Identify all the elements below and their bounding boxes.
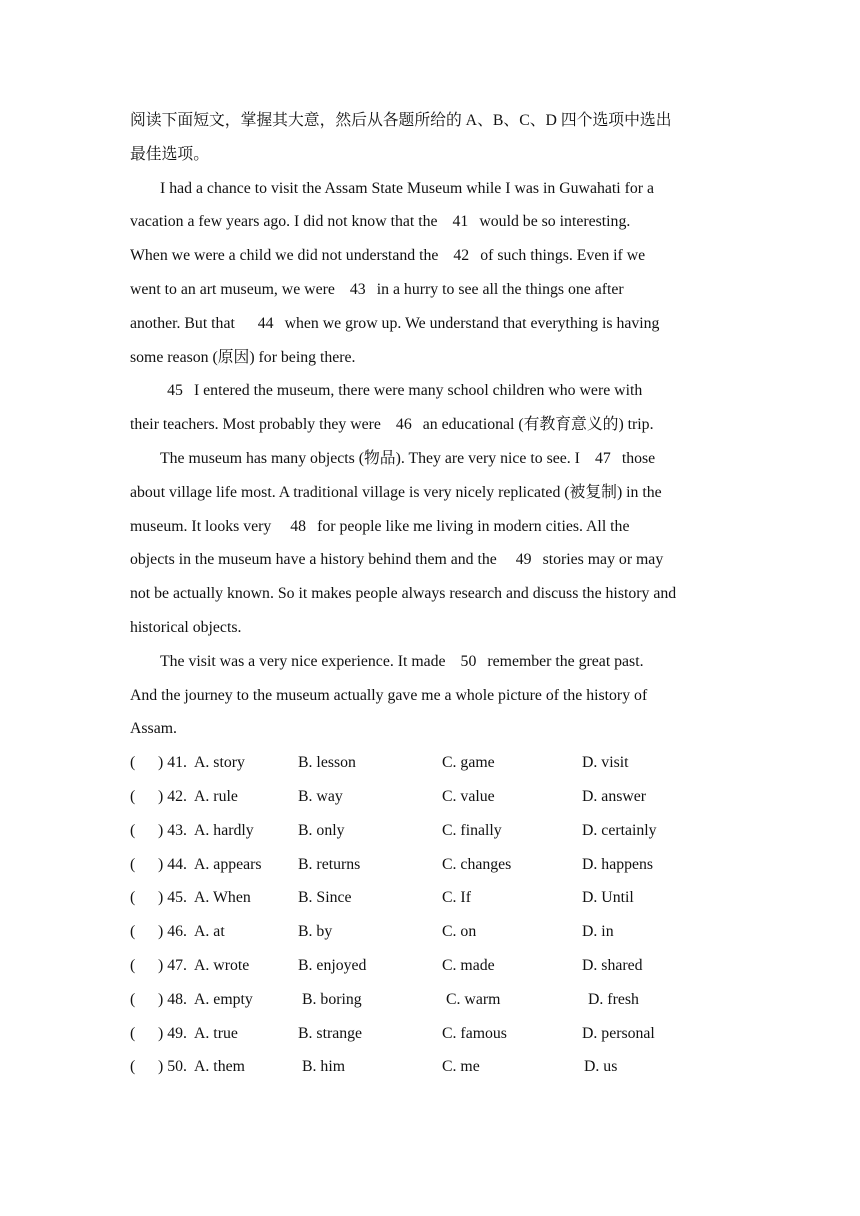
option-d: D. visit <box>582 754 629 772</box>
question-44 <box>130 848 735 882</box>
option-b: B. Since <box>298 889 352 907</box>
question-50 <box>130 1050 735 1084</box>
p4-line-1 <box>130 645 735 679</box>
p4-line-3: Assam. <box>130 720 177 738</box>
option-a: A. appears <box>194 855 262 873</box>
question-number: ) 48. <box>158 990 187 1008</box>
question-41 <box>130 746 735 780</box>
option-b: B. by <box>298 923 333 941</box>
question-49 <box>130 1017 735 1051</box>
option-a: A. true <box>194 1024 238 1042</box>
p3-text: stories may or may <box>542 551 664 569</box>
p4-text: The visit was a very nice experience. It made <box>160 652 446 670</box>
question-45 <box>130 881 735 915</box>
answer-paren[interactable]: ( <box>130 990 136 1008</box>
p3-line-1 <box>130 442 735 476</box>
option-b: B. returns <box>298 855 361 873</box>
blank-46: 46 <box>395 416 412 434</box>
question-number: ) 47. <box>158 956 187 974</box>
answer-paren[interactable]: ( <box>130 923 136 941</box>
option-c: C. finally <box>442 821 502 839</box>
option-b: B. only <box>298 821 345 839</box>
answer-paren[interactable]: ( <box>130 821 136 839</box>
instructions-line-1: 阅读下面短文，掌握其大意，然后从各题所给的 A、B、C、D 四个选项中选出 <box>130 112 672 129</box>
p1-line-1: I had a chance to visit the Assam State Museum while I was in Guwahati for a <box>160 179 654 197</box>
p4-text: remember the great past. <box>487 652 644 670</box>
question-48 <box>130 983 735 1017</box>
question-number: ) 43. <box>158 821 187 839</box>
option-d: D. personal <box>582 1024 655 1042</box>
option-c: C. value <box>442 787 495 805</box>
p3-line-4 <box>130 543 735 577</box>
p1-text: another. But that <box>130 314 235 332</box>
option-c: C. changes <box>442 855 512 873</box>
p3-text: The museum has many objects (物品). They are very nice to see. I <box>160 449 580 467</box>
p1-line-4 <box>130 273 735 307</box>
p3-text: those <box>621 449 656 467</box>
blank-47: 47 <box>594 449 611 467</box>
question-number: ) 41. <box>158 754 187 772</box>
p1-text: in a hurry to see all the things one after <box>376 280 624 298</box>
question-number: ) 45. <box>158 889 187 907</box>
p1-text: vacation a few years ago. I did not know that the <box>130 213 438 231</box>
answer-paren[interactable]: ( <box>130 1058 136 1076</box>
option-d: D. fresh <box>588 990 639 1008</box>
question-list <box>130 746 735 1084</box>
p3-text: for people like me living in modern cities. All the <box>317 517 630 535</box>
option-b: B. way <box>298 787 343 805</box>
p1-text: When we were a child we did not understand the <box>130 247 439 265</box>
option-d: D. happens <box>582 855 654 873</box>
question-46 <box>130 915 735 949</box>
p1-text: would be so interesting. <box>479 213 631 231</box>
option-a: A. hardly <box>194 821 254 839</box>
p1-text: when we grow up. We understand that everything is having <box>284 314 660 332</box>
p2-text: their teachers. Most probably they were <box>130 416 381 434</box>
p1-text: of such things. Even if we <box>480 247 646 265</box>
option-c: C. me <box>442 1058 480 1076</box>
p1-line-2 <box>130 205 735 239</box>
p3-line-5: not be actually known. So it makes people always research and discuss the history and <box>130 585 677 603</box>
question-number: ) 44. <box>158 855 187 873</box>
blank-49: 49 <box>515 551 532 569</box>
p2-text: I entered the museum, there were many school children who were with <box>193 382 643 400</box>
question-43 <box>130 814 735 848</box>
blank-41: 41 <box>452 213 469 231</box>
blank-50: 50 <box>460 652 477 670</box>
answer-paren[interactable]: ( <box>130 956 136 974</box>
p3-text: museum. It looks very <box>130 517 272 535</box>
answer-paren[interactable]: ( <box>130 1024 136 1042</box>
option-c: C. warm <box>446 990 501 1008</box>
option-c: C. made <box>442 956 495 974</box>
p1-text: went to an art museum, we were <box>130 280 335 298</box>
blank-43: 43 <box>349 280 366 298</box>
option-b: B. boring <box>302 990 362 1008</box>
instructions-line-2: 最佳选项。 <box>130 145 209 163</box>
question-47 <box>130 949 735 983</box>
answer-paren[interactable]: ( <box>130 787 136 805</box>
blank-44: 44 <box>257 314 274 332</box>
blank-48: 48 <box>290 517 307 535</box>
blank-45: 45 <box>167 382 183 400</box>
answer-paren[interactable]: ( <box>130 855 136 873</box>
answer-paren[interactable]: ( <box>130 889 136 907</box>
option-d: D. certainly <box>582 821 657 839</box>
option-c: C. on <box>442 923 477 941</box>
document-page <box>130 104 735 1084</box>
question-number: ) 46. <box>158 923 187 941</box>
option-d: D. shared <box>582 956 643 974</box>
p1-line-6: some reason (原因) for being there. <box>130 348 356 366</box>
p4-line-2: And the journey to the museum actually gave me a whole picture of the history of <box>130 686 648 704</box>
option-d: D. in <box>582 923 614 941</box>
option-b: B. lesson <box>298 754 356 772</box>
option-a: A. at <box>194 923 225 941</box>
option-d: D. answer <box>582 787 647 805</box>
option-c: C. game <box>442 754 495 772</box>
question-number: ) 50. <box>158 1058 187 1076</box>
p3-line-2: about village life most. A traditional village is very nicely replicated (被复制) in the <box>130 483 662 501</box>
p1-line-3 <box>130 239 735 273</box>
option-a: A. empty <box>194 990 253 1008</box>
option-a: A. story <box>194 754 245 772</box>
answer-paren[interactable]: ( <box>130 754 136 772</box>
option-c: C. If <box>442 889 471 907</box>
option-a: A. them <box>194 1058 245 1076</box>
option-d: D. us <box>584 1058 618 1076</box>
option-a: A. rule <box>194 787 238 805</box>
option-c: C. famous <box>442 1024 507 1042</box>
option-a: A. wrote <box>194 956 250 974</box>
option-d: D. Until <box>582 889 634 907</box>
p1-line-5 <box>130 307 735 341</box>
p3-line-3 <box>130 510 735 544</box>
option-b: B. enjoyed <box>298 956 367 974</box>
question-number: ) 42. <box>158 787 187 805</box>
question-42 <box>130 780 735 814</box>
p3-text: objects in the museum have a history behind them and the <box>130 551 497 569</box>
p2-line-2 <box>130 408 735 442</box>
p2-line-1 <box>130 374 735 408</box>
question-number: ) 49. <box>158 1024 187 1042</box>
option-a: A. When <box>194 889 251 907</box>
p2-text: an educational (有教育意义的) trip. <box>422 416 654 434</box>
p3-line-6: historical objects. <box>130 618 242 636</box>
option-b: B. him <box>302 1058 346 1076</box>
blank-42: 42 <box>453 247 470 265</box>
option-b: B. strange <box>298 1024 363 1042</box>
